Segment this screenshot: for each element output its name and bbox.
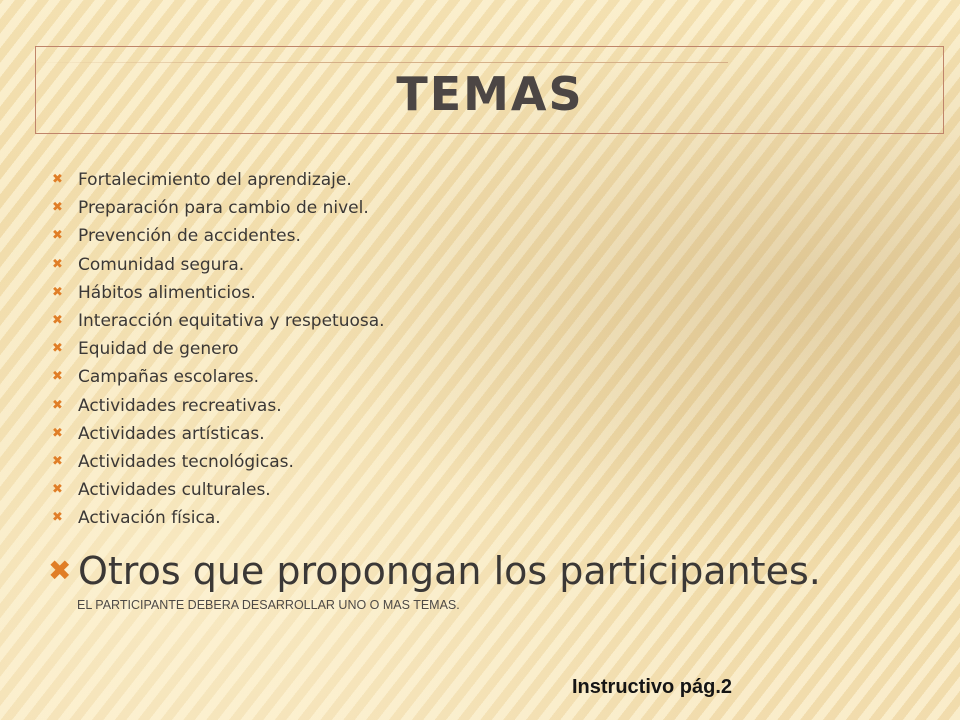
- slide-title: TEMAS: [396, 67, 584, 121]
- topic-label: Equidad de genero: [78, 339, 239, 360]
- topic-label: Prevención de accidentes.: [78, 226, 301, 247]
- topic-item: [48, 166, 385, 194]
- instruction-note: EL PARTICIPANTE DEBERA DESARROLLAR UNO O MAS TEMAS.: [77, 598, 460, 612]
- topic-item: [48, 392, 385, 420]
- topic-list: [48, 166, 385, 532]
- x-mark-icon: ✖: [52, 453, 63, 469]
- footer-reference: Instructivo pág.2: [572, 676, 733, 698]
- topic-item: [48, 335, 385, 363]
- topic-item: [48, 222, 385, 250]
- topic-item: [48, 194, 385, 222]
- topic-label: Activación física.: [78, 508, 221, 529]
- highlight-topic: [48, 542, 821, 600]
- topic-label: Actividades recreativas.: [78, 395, 282, 416]
- topic-item: [48, 251, 385, 279]
- topic-item: [48, 279, 385, 307]
- x-mark-icon: ✖: [52, 341, 63, 357]
- x-mark-icon: ✖: [48, 554, 72, 587]
- topic-label: Fortalecimiento del aprendizaje.: [78, 170, 352, 190]
- topic-label: Interacción equitativa y respetuosa.: [78, 310, 385, 331]
- x-mark-icon: ✖: [52, 425, 63, 441]
- topic-item: [48, 420, 385, 448]
- x-mark-icon: ✖: [52, 397, 63, 413]
- x-mark-icon: ✖: [52, 256, 63, 272]
- x-mark-icon: ✖: [52, 284, 63, 300]
- topic-label: Campañas escolares.: [78, 367, 260, 388]
- topic-item: [48, 363, 385, 391]
- topic-label: Comunidad segura.: [78, 254, 245, 275]
- x-mark-icon: ✖: [52, 312, 63, 328]
- topic-item: [48, 448, 385, 476]
- topic-item: [48, 307, 385, 335]
- topic-label: Actividades artísticas.: [78, 423, 265, 444]
- topic-label: Preparación para cambio de nivel.: [78, 198, 369, 219]
- title-underline: [28, 62, 728, 63]
- topic-item: [48, 504, 385, 532]
- topic-label: Actividades tecnológicas.: [78, 451, 294, 472]
- x-mark-icon: ✖: [52, 228, 63, 244]
- x-mark-icon: ✖: [52, 369, 63, 385]
- highlight-topic-label: Otros que propongan los participantes.: [78, 549, 821, 593]
- topic-label: Actividades culturales.: [78, 480, 271, 501]
- x-mark-icon: ✖: [52, 172, 63, 187]
- x-mark-icon: ✖: [52, 510, 63, 526]
- x-mark-icon: ✖: [52, 200, 63, 216]
- topic-item: [48, 476, 385, 504]
- topic-label: Hábitos alimenticios.: [78, 282, 256, 303]
- x-mark-icon: ✖: [52, 482, 63, 498]
